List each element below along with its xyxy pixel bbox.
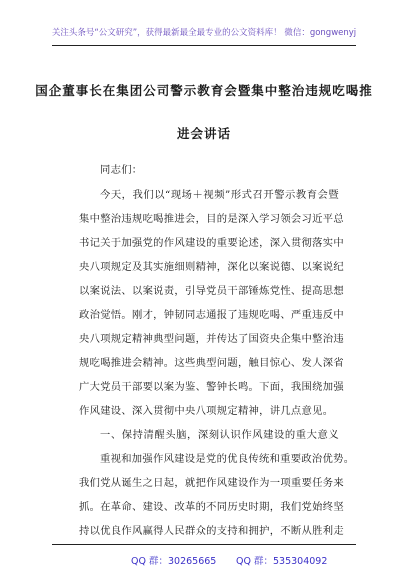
body-line: 广大党员干部要以案为鉴、警钟长鸣。下面，我围绕加强 — [79, 381, 344, 393]
footer-divider — [52, 544, 356, 545]
body-line: 重视和加强作风建设是党的优良传统和重要政治优势。 — [100, 453, 355, 465]
body-line: 规吃喝推进会精神。这些典型问题，触目惊心、发人深省 — [79, 357, 344, 369]
body-line: 我们党从诞生之日起，就把作风建设作为一项重要任务来 — [79, 477, 344, 489]
body-line: 以案说法、以案说责，引导党员干部锤炼党性、提高思想 — [79, 285, 344, 297]
document-title-line-2: 进会讲话 — [176, 126, 231, 141]
body-line: 央八项规定精神典型问题，并传达了国资央企集中整治违 — [79, 333, 344, 345]
body-line: 央八项规定及其实施细则精神，深化以案说德、以案说纪 — [79, 261, 344, 273]
body-line: 书记关于加强党的作风建设的重要论述，深入贯彻落实中 — [79, 237, 344, 249]
document-title-line-1: 国企董事长在集团公司警示教育会暨集中整治违规吃喝推 — [35, 83, 373, 98]
body-line: 持以优良作风赢得人民群众的支持和拥护，不断从胜利走 — [79, 525, 344, 537]
body-line: 政治觉悟。刚才，钟韧同志通报了违规吃喝、严重违反中 — [79, 309, 344, 321]
footer-qq-group-1: QQ 群：30265665 — [131, 556, 217, 567]
body-line: 抓。在革命、建设、改革的不同历史时期，我们党始终坚 — [79, 501, 344, 513]
body-line: 集中整治违规吃喝推进会，目的是深入学习领会习近平总 — [79, 213, 344, 225]
body-line: 同志们： — [100, 164, 143, 176]
footer-qq-group-2: QQ 群：535304092 — [236, 556, 328, 567]
body-line: 作风建设、深入贯彻中央八项规定精神，讲几点意见。 — [79, 405, 334, 417]
section-heading: 一、保持清醒头脑，深刻认识作风建设的重大意义 — [100, 429, 339, 441]
header-banner: 关注头条号“公文研究”，获得最新最全最专业的公文资料库！ 微信：gongwenyj — [51, 28, 357, 38]
header-divider — [52, 45, 356, 46]
body-line: 今天，我们以“现场＋视频”形式召开警示教育会暨 — [100, 189, 339, 201]
